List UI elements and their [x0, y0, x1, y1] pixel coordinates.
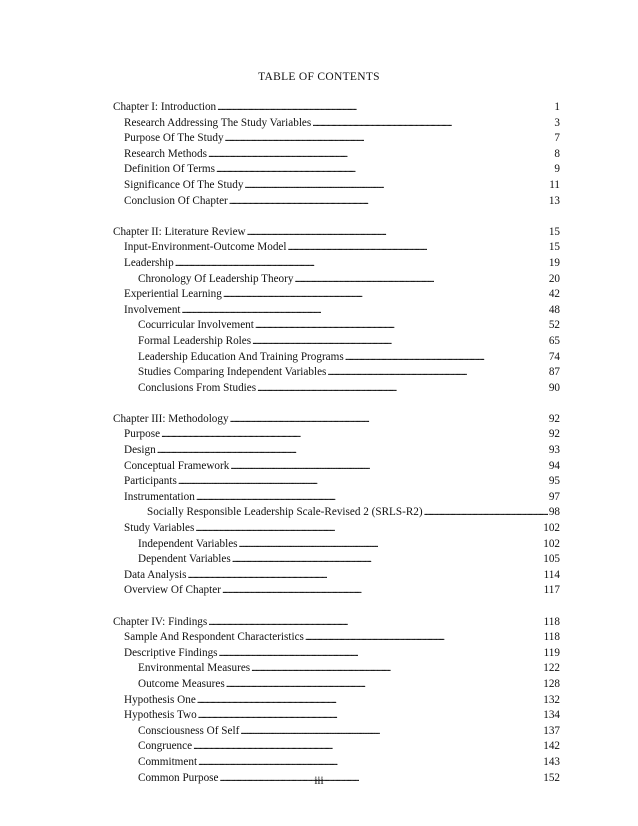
entry-page-number: 152: [543, 771, 560, 784]
entry-label: Socially Responsible Leadership Scale-Revised 2 (SRLS-R2): [147, 506, 423, 519]
entry-page-number: 15: [548, 241, 560, 254]
entry-label: Sample And Respondent Characteristics: [124, 631, 304, 644]
entry-label: Cocurricular Involvement: [138, 319, 254, 332]
entry-page-number: 95: [548, 475, 560, 488]
entry-page-number: 87: [548, 366, 560, 379]
entry-page-number: 93: [548, 444, 560, 457]
dot-leader: [229, 194, 548, 210]
entry-label: Hypothesis Two: [124, 709, 197, 722]
entry-label: Conclusion Of Chapter: [124, 194, 228, 207]
entry-label: Instrumentation: [124, 490, 195, 503]
dot-leader: [217, 100, 553, 116]
page-title: TABLE OF CONTENTS: [258, 71, 380, 83]
dot-leader: [225, 131, 554, 147]
entry-label: Research Addressing The Study Variables: [124, 116, 312, 129]
toc-entry: [113, 505, 560, 521]
entry-label: Descriptive Findings: [124, 646, 218, 659]
entry-label: Research Methods: [124, 147, 207, 160]
entry-page-number: 74: [548, 350, 560, 363]
toc-entry: [113, 521, 560, 537]
entry-label: Hypothesis One: [124, 693, 196, 706]
toc-entry: [113, 147, 560, 163]
toc-entry: [113, 661, 560, 677]
entry-label: Conceptual Framework: [124, 459, 230, 472]
entry-label: Design: [124, 444, 156, 457]
entry-page-number: 90: [548, 381, 560, 394]
toc-entry: [113, 381, 560, 397]
entry-label: Study Variables: [124, 522, 195, 535]
dot-leader: [244, 178, 548, 194]
toc-entry: [113, 334, 560, 350]
toc-entry: [113, 240, 560, 256]
toc-entry: [113, 116, 560, 132]
dot-leader: [195, 521, 542, 537]
dot-leader: [187, 568, 542, 584]
entry-label: Definition Of Terms: [124, 163, 215, 176]
entry-page-number: 119: [543, 646, 560, 659]
dot-leader: [230, 459, 547, 475]
dot-leader: [223, 287, 548, 303]
entry-label: Leadership Education And Training Programs: [138, 350, 344, 363]
entry-page-number: 94: [548, 459, 560, 472]
chapter-heading-entry: [113, 100, 560, 116]
entry-page-number: 114: [543, 568, 560, 581]
entry-label: Dependent Variables: [138, 553, 231, 566]
dot-leader: [288, 240, 548, 256]
dot-leader: [345, 350, 548, 366]
entry-page-number: 1: [554, 101, 560, 113]
dot-leader: [208, 147, 553, 163]
entry-label: Overview Of Chapter: [124, 584, 221, 597]
entry-page-number: 105: [543, 553, 560, 566]
toc-entry: [113, 490, 560, 506]
chapter-heading-entry: [113, 412, 560, 428]
page-number: iii: [314, 775, 324, 787]
dot-leader: [161, 427, 548, 443]
dot-leader: [178, 474, 548, 490]
toc-entry: [113, 646, 560, 662]
toc-entry: [113, 194, 560, 210]
toc-entry: [113, 303, 560, 319]
entry-page-number: 102: [543, 522, 560, 535]
entry-page-number: 15: [548, 225, 560, 238]
entry-page-number: 8: [554, 147, 560, 160]
chapter-group: [113, 100, 560, 209]
toc-entry: [113, 443, 560, 459]
toc-entry: [113, 724, 560, 740]
entry-page-number: 102: [543, 537, 560, 550]
entry-label: Independent Variables: [138, 537, 238, 550]
toc-entry: [113, 708, 560, 724]
dot-leader: [193, 739, 542, 755]
chapter-group: [113, 412, 560, 599]
entry-page-number: 132: [543, 693, 560, 706]
dot-leader: [226, 677, 543, 693]
entry-label: Data Analysis: [124, 568, 187, 581]
dot-leader: [230, 412, 548, 428]
entry-page-number: 13: [548, 194, 560, 207]
dot-leader: [198, 755, 542, 771]
toc-entry: [113, 318, 560, 334]
entry-label: Commitment: [138, 755, 198, 768]
dot-leader: [208, 615, 542, 631]
entry-page-number: 52: [548, 319, 560, 332]
entry-label: Experiential Learning: [124, 288, 222, 301]
entry-page-number: 117: [543, 584, 560, 597]
entry-label: Congruence: [138, 740, 193, 753]
dot-leader: [182, 303, 548, 319]
toc-entry: [113, 537, 560, 553]
entry-label: Chapter I: Introduction: [113, 101, 217, 113]
entry-label: Input-Environment-Outcome Model: [124, 241, 287, 254]
entry-label: Significance Of The Study: [124, 178, 244, 191]
entry-label: Formal Leadership Roles: [138, 334, 252, 347]
table-of-contents: [113, 100, 560, 802]
toc-entry: [113, 459, 560, 475]
entry-page-number: 134: [543, 709, 560, 722]
chapter-heading-entry: [113, 615, 560, 631]
entry-label: Conclusions From Studies: [138, 381, 257, 394]
dot-leader: [222, 583, 543, 599]
toc-entry: [113, 178, 560, 194]
chapter-group: [113, 225, 560, 397]
dot-leader: [251, 661, 542, 677]
entry-page-number: 97: [548, 490, 560, 503]
dot-leader: [239, 537, 543, 553]
entry-page-number: 118: [543, 631, 560, 644]
dot-leader: [252, 334, 548, 350]
toc-entry: [113, 256, 560, 272]
entry-page-number: 48: [548, 303, 560, 316]
dot-leader: [197, 693, 542, 709]
toc-entry: [113, 739, 560, 755]
toc-entry: [113, 162, 560, 178]
entry-label: Consciousness Of Self: [138, 724, 240, 737]
dot-leader: [424, 505, 548, 521]
entry-label: Chapter III: Methodology: [113, 412, 229, 425]
entry-page-number: 122: [543, 662, 560, 675]
dot-leader: [327, 365, 547, 381]
dot-leader: [255, 318, 548, 334]
entry-page-number: 92: [548, 412, 560, 425]
entry-page-number: 65: [548, 334, 560, 347]
entry-label: Chronology Of Leadership Theory: [138, 272, 294, 285]
entry-label: Common Purpose: [138, 771, 219, 784]
entry-page-number: 137: [543, 724, 560, 737]
dot-leader: [198, 708, 543, 724]
toc-entry: [113, 583, 560, 599]
entry-label: Environmental Measures: [138, 662, 251, 675]
toc-entry: [113, 350, 560, 366]
dot-leader: [219, 646, 543, 662]
toc-entry: [113, 552, 560, 568]
entry-page-number: 3: [554, 116, 560, 129]
entry-label: Purpose: [124, 428, 161, 441]
entry-label: Leadership: [124, 256, 174, 269]
entry-label: Chapter II: Literature Review: [113, 225, 246, 238]
toc-entry: [113, 630, 560, 646]
dot-leader: [216, 162, 553, 178]
entry-label: Outcome Measures: [138, 677, 225, 690]
dot-leader: [196, 490, 548, 506]
toc-entry: [113, 427, 560, 443]
dot-leader: [175, 256, 548, 272]
entry-page-number: 7: [554, 132, 560, 145]
entry-page-number: 20: [548, 272, 560, 285]
toc-entry: [113, 474, 560, 490]
chapter-heading-entry: [113, 225, 560, 241]
toc-entry: [113, 272, 560, 288]
entry-page-number: 128: [543, 677, 560, 690]
toc-entry: [113, 755, 560, 771]
toc-entry: [113, 131, 560, 147]
entry-page-number: 9: [554, 163, 560, 176]
entry-page-number: 92: [548, 428, 560, 441]
entry-label: Involvement: [124, 303, 181, 316]
dot-leader: [305, 630, 543, 646]
entry-label: Participants: [124, 475, 177, 488]
entry-page-number: 42: [548, 288, 560, 301]
entry-page-number: 118: [543, 615, 560, 628]
toc-entry: [113, 677, 560, 693]
entry-page-number: 11: [549, 178, 560, 191]
dot-leader: [247, 225, 548, 241]
entry-label: Purpose Of The Study: [124, 132, 224, 145]
dot-leader: [294, 272, 547, 288]
entry-page-number: 142: [543, 740, 560, 753]
chapter-group: [113, 615, 560, 787]
dot-leader: [240, 724, 542, 740]
toc-entry: [113, 568, 560, 584]
dot-leader: [232, 552, 543, 568]
toc-entry: [113, 287, 560, 303]
entry-page-number: 19: [548, 256, 560, 269]
dot-leader: [157, 443, 548, 459]
entry-page-number: 98: [548, 506, 560, 519]
dot-leader: [312, 116, 553, 132]
entry-page-number: 143: [543, 755, 560, 768]
toc-entry: [113, 693, 560, 709]
entry-label: Chapter IV: Findings: [113, 615, 208, 628]
entry-label: Studies Comparing Independent Variables: [138, 366, 327, 379]
toc-entry: [113, 365, 560, 381]
dot-leader: [257, 381, 548, 397]
